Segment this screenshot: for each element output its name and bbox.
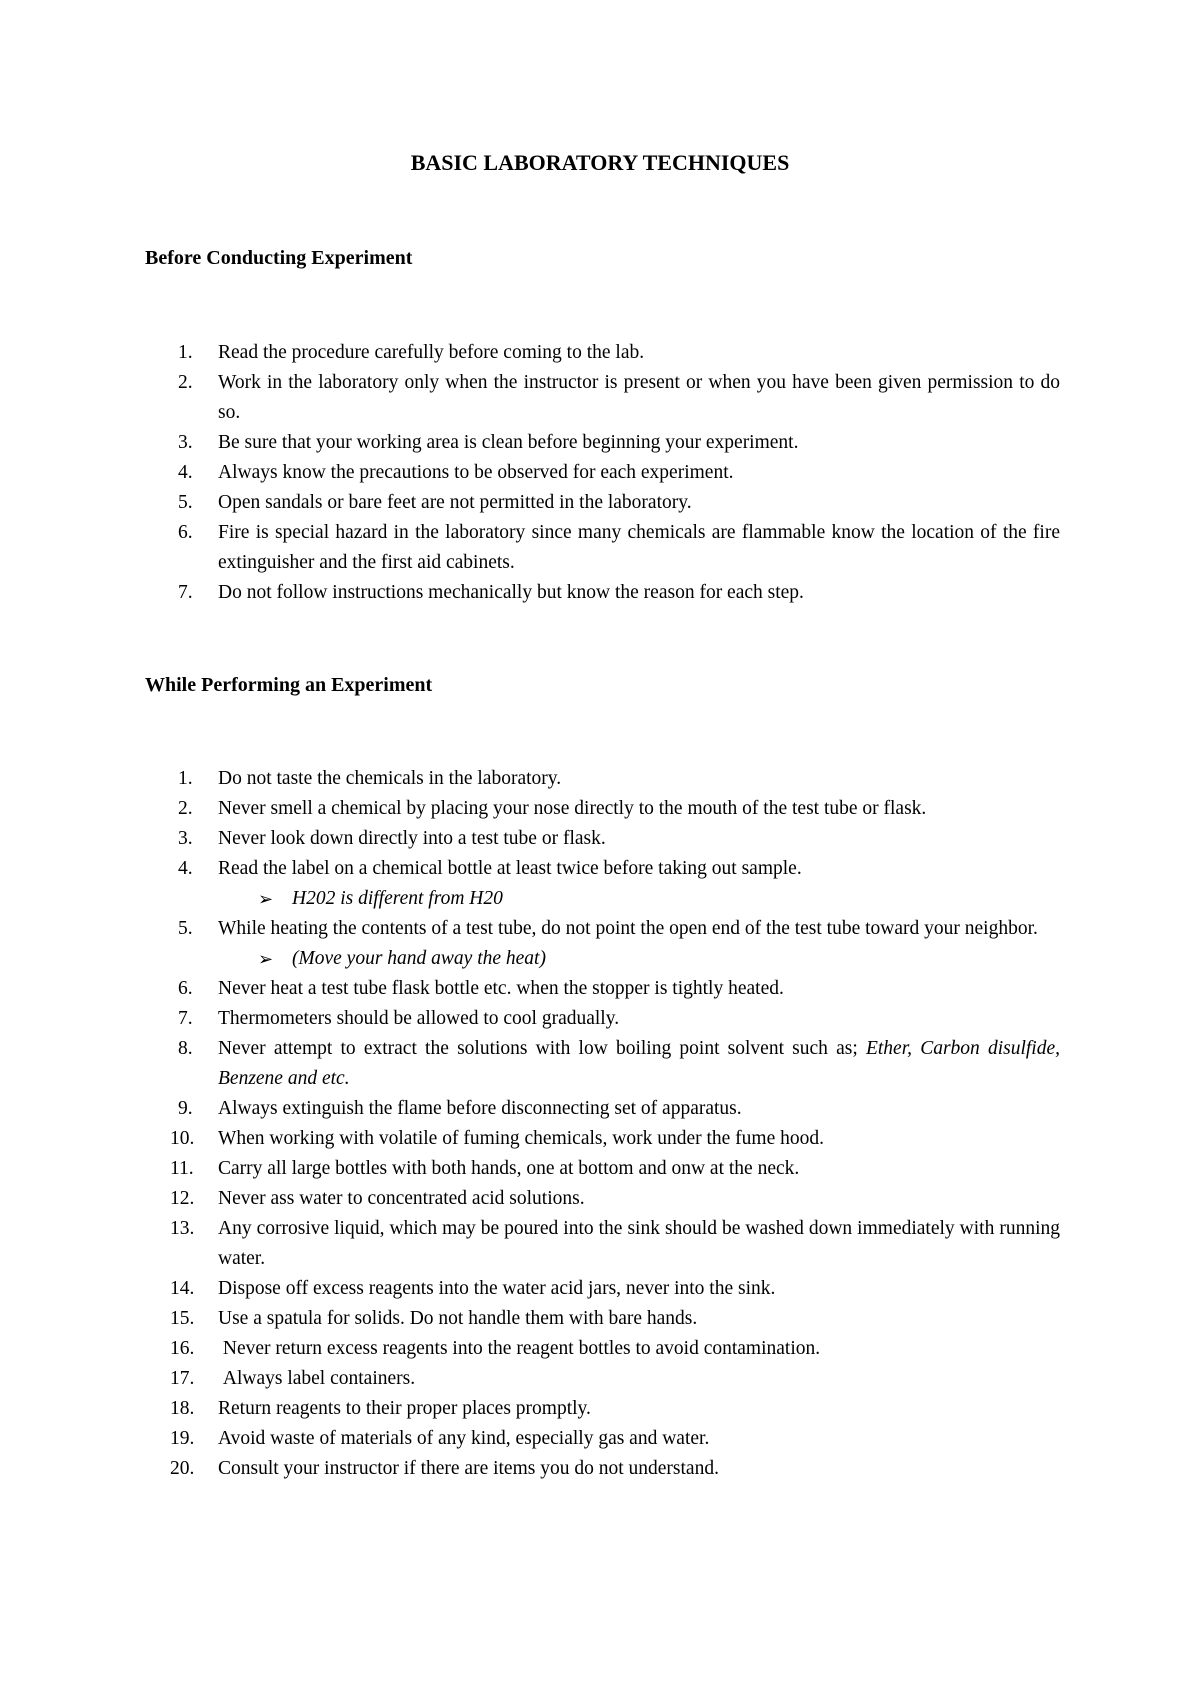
sub-bullet-note: [218, 944, 1060, 974]
list-item: [0, 1394, 1060, 1424]
list-item-text: Use a spatula for solids. Do not handle them with bare hands.: [218, 1308, 698, 1329]
list-item-number: 10.: [170, 1128, 195, 1149]
list-item: [0, 1424, 1060, 1454]
list-item-text: Avoid waste of materials of any kind, especially gas and water.: [218, 1428, 710, 1449]
list-item-text: Read the label on a chemical bottle at least twice before taking out sample.: [218, 858, 802, 879]
list-item-text: Do not follow instructions mechanically but know the reason for each step.: [218, 582, 804, 603]
list-item-number: 4.: [178, 462, 193, 483]
list-item-number: 16.: [170, 1338, 195, 1359]
sub-bullet-text: (Move your hand away the heat): [292, 948, 546, 969]
list-item: [0, 1124, 1060, 1154]
list-item-text: Never return excess reagents into the reagent bottles to avoid contamination.: [218, 1338, 821, 1359]
document-title: BASIC LABORATORY TECHNIQUES: [410, 150, 790, 175]
rules-list-before-conducting: [0, 338, 1200, 608]
list-item-number: 18.: [170, 1398, 195, 1419]
list-item-text: Any corrosive liquid, which may be poured into the sink should be washed down immediately with running water.: [218, 1218, 1065, 1269]
list-item-text: Do not taste the chemicals in the laboratory.: [218, 768, 562, 789]
list-item-number: 17.: [170, 1368, 195, 1389]
section-heading-before-conducting: Before Conducting Experiment: [145, 247, 413, 269]
list-item: [0, 1274, 1060, 1304]
list-item-number: 3.: [178, 432, 193, 453]
list-item: [0, 1154, 1060, 1184]
list-item: [0, 1334, 1060, 1364]
list-item: [0, 428, 1060, 458]
list-item: [0, 458, 1060, 488]
list-item: [0, 1304, 1060, 1334]
list-item-number: 19.: [170, 1428, 195, 1449]
list-item-text: Dispose off excess reagents into the water acid jars, never into the sink.: [218, 1278, 776, 1299]
list-item-number: 6.: [178, 522, 193, 543]
list-item-text: Thermometers should be allowed to cool gradually.: [218, 1008, 620, 1029]
list-item-text: Never attempt to extract the solutions with low boiling point solvent such as;: [218, 1038, 866, 1059]
list-item: [0, 338, 1060, 368]
list-item: [0, 914, 1060, 974]
list-item-text: Work in the laboratory only when the instructor is present or when you have been given permission to do so.: [218, 372, 1065, 423]
list-item-number: 2.: [178, 798, 193, 819]
list-item-text: Read the procedure carefully before coming to the lab.: [218, 342, 645, 363]
list-item-number: 3.: [178, 828, 193, 849]
list-item: [0, 1214, 1065, 1274]
sub-bullet-note: [218, 884, 1060, 914]
list-item: [0, 824, 1060, 854]
list-item-text: When working with volatile of fuming chemicals, work under the fume hood.: [218, 1128, 824, 1149]
section-heading-while-performing: While Performing an Experiment: [145, 674, 433, 696]
list-item-text: Never heat a test tube flask bottle etc. when the stopper is tightly heated.: [218, 978, 784, 999]
list-item-number: 7.: [178, 1008, 193, 1029]
list-item-text: Be sure that your working area is clean before beginning your experiment.: [218, 432, 799, 453]
list-item-text: While heating the contents of a test tube, do not point the open end of the test tube toward your neighbor.: [218, 918, 1038, 939]
list-item-number: 7.: [178, 582, 193, 603]
list-item-number: 5.: [178, 492, 193, 513]
list-item: [0, 1454, 1060, 1484]
list-item: [0, 1094, 1060, 1124]
arrowhead-bullet-icon: ➢: [258, 889, 274, 909]
list-item-number: 8.: [178, 1038, 193, 1059]
list-item: [0, 1004, 1060, 1034]
list-item: [0, 1364, 1060, 1394]
list-item-text: Consult your instructor if there are items you do not understand.: [218, 1458, 719, 1479]
list-item-number: 12.: [170, 1188, 195, 1209]
list-item: [0, 518, 1065, 578]
list-item-text: Carry all large bottles with both hands, one at bottom and onw at the neck.: [218, 1158, 800, 1179]
list-item-text: Always extinguish the flame before disconnecting set of apparatus.: [218, 1098, 742, 1119]
list-item-number: 20.: [170, 1458, 195, 1479]
list-item-text: Always label containers.: [218, 1368, 416, 1389]
list-item-text: Never smell a chemical by placing your nose directly to the mouth of the test tube or flask.: [218, 798, 927, 819]
list-item-number: 2.: [178, 372, 193, 393]
list-item-number: 13.: [170, 1218, 195, 1239]
list-item-number: 9.: [178, 1098, 193, 1119]
list-item-text: Open sandals or bare feet are not permitted in the laboratory.: [218, 492, 692, 513]
list-item-italic-text: Ether, Carbon disulfide, Benzene and etc.: [218, 1038, 1061, 1089]
list-item: [0, 1184, 1060, 1214]
arrowhead-bullet-icon: ➢: [258, 949, 274, 969]
list-item-number: 11.: [170, 1158, 194, 1179]
list-item: [0, 368, 1065, 428]
list-item-number: 4.: [178, 858, 193, 879]
list-item: [0, 578, 1060, 608]
list-item-number: 15.: [170, 1308, 195, 1329]
list-item-text: Always know the precautions to be observed for each experiment.: [218, 462, 734, 483]
list-item-number: 6.: [178, 978, 193, 999]
list-item: [0, 488, 1060, 518]
list-item-number: 5.: [178, 918, 193, 939]
list-item: [0, 974, 1060, 1004]
list-item: [0, 764, 1060, 794]
list-item: [0, 854, 1060, 914]
list-item-number: 1.: [178, 342, 193, 363]
list-item-number: 1.: [178, 768, 193, 789]
list-item-text: Never ass water to concentrated acid solutions.: [218, 1188, 585, 1209]
list-item-text: Never look down directly into a test tube or flask.: [218, 828, 606, 849]
rules-list-while-performing: [0, 764, 1200, 1484]
list-item: [0, 794, 1060, 824]
list-item-text: Fire is special hazard in the laboratory since many chemicals are flammable know the location of the fire extinguisher and the first aid cabinets.: [218, 522, 1065, 573]
sub-bullet-text: H202 is different from H20: [292, 888, 503, 909]
list-item-number: 14.: [170, 1278, 195, 1299]
list-item-text: Return reagents to their proper places promptly.: [218, 1398, 591, 1419]
list-item: [0, 1034, 1060, 1094]
